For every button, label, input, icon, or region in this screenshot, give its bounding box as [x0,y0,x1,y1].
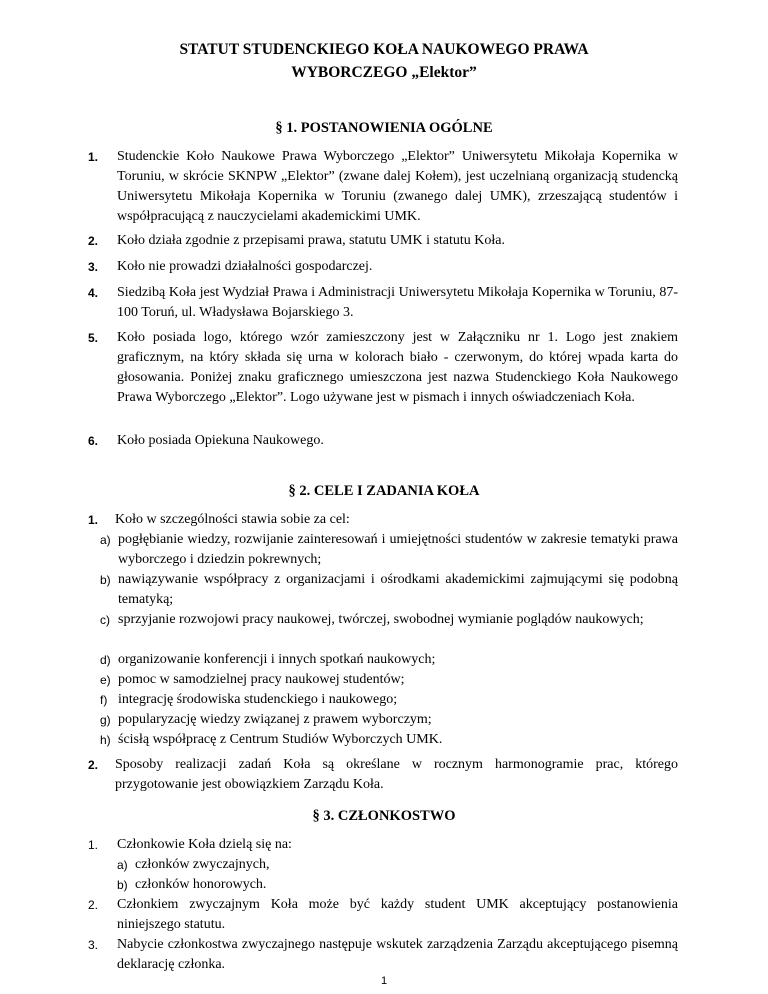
sub-letter: d) [100,653,111,667]
sub-letter: g) [100,713,111,727]
item-number: 5. [88,331,99,345]
item-text: Koło nie prowadzi działalności gospodarczej. [117,259,373,274]
item-text: Członkowie Koła dzielą się na: [117,837,292,852]
sub-text: integrację środowiska studenckiego i naukowego; [118,692,398,707]
item-text: Koło działa zgodnie z przepisami prawa, statutu UMK i statutu Koła. [117,233,506,248]
sub-letter: f) [100,693,108,707]
item-text: Koło posiada Opiekuna Naukowego. [117,433,324,448]
item-number: 2. [88,898,99,912]
item-number: 2. [88,758,99,772]
sub-letter: h) [100,733,111,747]
s1-item-5 [88,328,678,408]
sub-text: sprzyjanie rozwojowi pracy naukowej, twórczej, swobodnej wymianie poglądów naukowych; [118,612,644,627]
s3-sub-a [117,855,678,875]
s2-sub-b [100,570,678,610]
s1-item-1 [88,147,678,227]
item-number: 1. [88,838,99,852]
s2-sub-g [100,710,678,730]
s2-sub-e [100,670,678,690]
sub-text: ścisłą współpracę z Centrum Studiów Wyborczych UMK. [118,732,443,747]
s2-sub-f [100,690,678,710]
item-number: 3. [88,260,99,274]
sub-letter: e) [100,673,111,687]
item-number: 6. [88,434,99,448]
s1-item-2 [88,231,678,251]
s2-sub-d [100,650,678,670]
sub-text: organizowanie konferencji i innych spotkań naukowych; [118,652,436,667]
title-line-1: STATUT STUDENCKIEGO KOŁA NAUKOWEGO PRAWA [179,41,589,58]
s2-item-2 [88,755,678,795]
document-title [0,38,768,84]
item-text: Koło posiada logo, którego wzór zamieszczony jest w Załączniku nr 1. Logo jest znakiem graficznym, na który składa się urna w kolorach biało - czerwonym, do której wpada karta do głosowania. Poniżej znaku graficznego umieszczona jest nazwa Studenckiego Koła Naukowego Prawa Wyborczego „Elektor”. Logo używane jest w pismach i innych oświadczeniach Koła. [117,330,678,405]
section-2-heading: § 2. CELE I ZADANIA KOŁA [288,483,480,499]
sub-text: pomoc w samodzielnej pracy naukowej studentów; [118,672,405,687]
s3-item-2 [88,895,678,935]
s2-sub-a [100,530,678,570]
s2-sub-h [100,730,678,750]
sub-text: członków honorowych. [135,877,267,892]
s2-sub-c [100,610,678,630]
s3-item-3 [88,935,678,975]
s1-item-4 [88,283,678,323]
item-text: Nabycie członkostwa zwyczajnego następuje wskutek zarządzenia Zarządu akceptującego pisemną deklarację członka. [117,937,678,972]
title-line-2: WYBORCZEGO „Elektor” [291,64,477,81]
section-1-heading: § 1. POSTANOWIENIA OGÓLNE [275,120,493,136]
sub-letter: b) [117,878,128,892]
sub-letter: a) [100,533,111,547]
item-number: 3. [88,938,99,952]
s1-item-6 [88,431,678,451]
item-number: 1. [88,150,99,164]
item-number: 4. [88,286,99,300]
item-text: Siedzibą Koła jest Wydział Prawa i Administracji Uniwersytetu Mikołaja Kopernika w Toruniu, 87-100 Toruń, ul. Władysława Bojarskiego 3. [117,285,678,320]
sub-letter: c) [100,613,110,627]
s2-item-1 [88,510,678,530]
page-number: 1 [380,975,388,987]
item-number: 1. [88,513,99,527]
s1-item-3 [88,257,678,277]
s3-sub-b [117,875,678,895]
item-text: Członkiem zwyczajnym Koła może być każdy student UMK akceptujący postanowienia niniejszego statutu. [117,897,678,932]
item-text: Koło w szczególności stawia sobie za cel: [115,512,350,527]
sub-text: popularyzację wiedzy związanej z prawem wyborczym; [118,712,432,727]
section-3-heading: § 3. CZŁONKOSTWO [312,808,456,824]
sub-text: członków zwyczajnych, [135,857,270,872]
sub-text: pogłębianie wiedzy, rozwijanie zainteresowań i umiejętności studentów w zakresie tematyki prawa wyborczego i dziedzin pokrewnych; [118,532,678,567]
sub-letter: a) [117,858,128,872]
sub-letter: b) [100,573,111,587]
sub-text: nawiązywanie współpracy z organizacjami i ośrodkami akademickimi zajmującymi się podobną tematyką; [118,572,678,607]
s3-item-1 [88,835,678,855]
item-text: Sposoby realizacji zadań Koła są określane w rocznym harmonogramie prac, którego przygotowanie jest obowiązkiem Zarządu Koła. [115,757,678,792]
item-number: 2. [88,234,99,248]
item-text: Studenckie Koło Naukowe Prawa Wyborczego „Elektor” Uniwersytetu Mikołaja Kopernika w Toruniu, w skrócie SKNPW „Elektor” (zwane dalej Kołem), jest uczelnianą organizacją studencką Uniwersytetu Mikołaja Kopernika w Toruniu (zwanego dalej UMK), zrzeszającą studentów i współpracującą z nauczycielami akademickimi UMK. [117,149,678,224]
